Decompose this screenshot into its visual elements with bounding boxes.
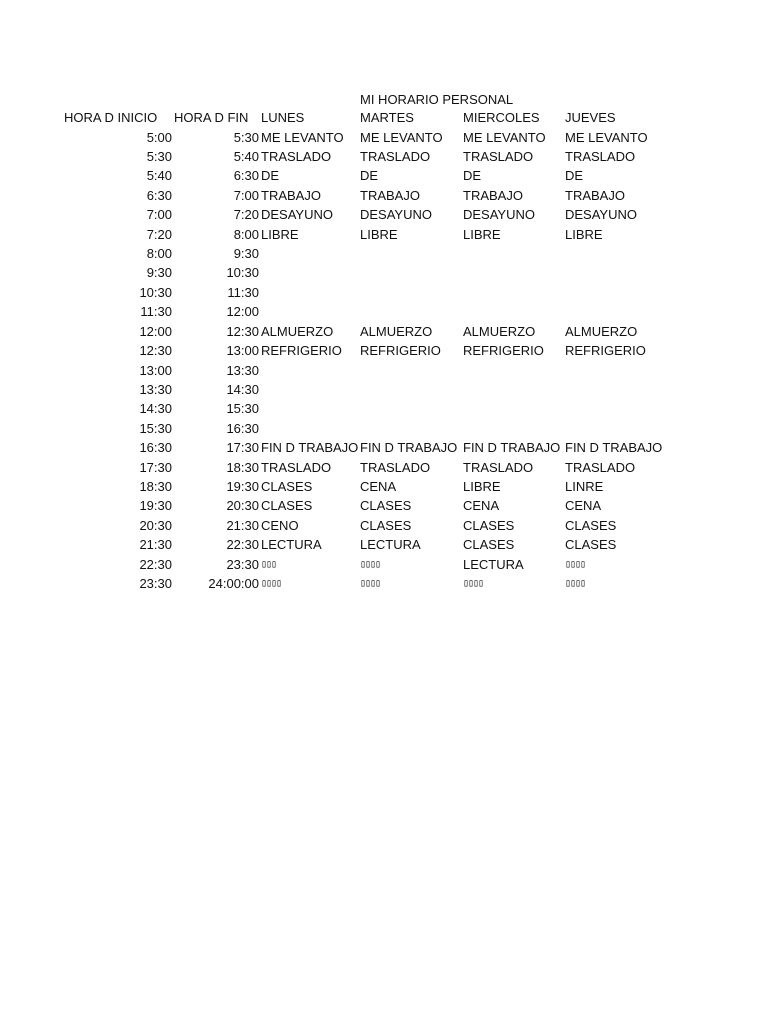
wednesday-cell — [463, 263, 564, 282]
header-tuesday: MARTES — [360, 110, 414, 125]
thursday-cell: ALMUERZO — [565, 323, 638, 339]
tuesday-cell — [360, 283, 462, 302]
wednesday-cell: FIN D TRABAJO — [463, 440, 561, 456]
header-monday: LUNES — [261, 110, 305, 125]
start-time-cell: 16:30 — [139, 440, 172, 456]
wednesday-cell: CLASES — [463, 537, 515, 553]
tuesday-cell — [360, 361, 462, 380]
monday-cell: TRASLADO — [261, 148, 332, 164]
start-time-cell: 19:30 — [139, 498, 172, 514]
table-row — [0, 263, 768, 282]
start-time-cell: 7:20 — [146, 226, 172, 242]
end-time-cell: 19:30 — [226, 479, 259, 495]
end-time-cell: 20:30 — [226, 498, 259, 514]
thursday-cell: REFRIGERIO — [565, 343, 646, 359]
monday-cell: CENO — [261, 517, 299, 533]
table-row — [0, 458, 768, 477]
monday-cell: FIN D TRABAJO — [261, 440, 359, 456]
start-time-cell: 5:00 — [146, 129, 172, 145]
end-time-cell: 12:00 — [226, 304, 259, 320]
end-time-cell: 18:30 — [226, 459, 259, 475]
wednesday-cell — [463, 302, 564, 321]
wednesday-cell: CLASES — [463, 517, 515, 533]
start-time-cell: 15:30 — [139, 420, 172, 436]
table-row — [0, 535, 768, 554]
start-time-cell: 5:30 — [146, 148, 172, 164]
tuesday-cell — [360, 419, 462, 438]
start-time-cell: 10:30 — [139, 284, 172, 300]
thursday-cell — [565, 361, 665, 380]
tuesday-cell: REFRIGERIO — [360, 343, 441, 359]
start-time-cell: 21:30 — [139, 537, 172, 553]
thursday-cell: DESAYUNO — [565, 207, 637, 223]
wednesday-cell: REFRIGERIO — [463, 343, 544, 359]
end-time-cell: 16:30 — [226, 420, 259, 436]
table-row — [0, 205, 768, 224]
wednesday-cell: LIBRE — [463, 226, 501, 242]
thursday-cell — [565, 419, 665, 438]
tuesday-cell: FIN D TRABAJO — [360, 440, 458, 456]
table-row — [0, 225, 768, 244]
table-row — [0, 244, 768, 263]
wednesday-cell: ALMUERZO — [463, 323, 536, 339]
start-time-cell: 9:30 — [146, 265, 172, 281]
end-time-cell: 13:30 — [226, 362, 259, 378]
end-time-cell: 5:40 — [233, 148, 259, 164]
table-row — [0, 399, 768, 418]
table-row — [0, 438, 768, 457]
thursday-cell: ME LEVANTO — [565, 129, 648, 145]
start-time-cell: 18:30 — [139, 479, 172, 495]
header-wednesday: MIERCOLES — [463, 110, 540, 125]
monday-cell: LECTURA — [261, 537, 322, 553]
wednesday-cell — [463, 283, 564, 302]
table-row — [0, 574, 768, 593]
table-row — [0, 419, 768, 438]
end-time-cell: 14:30 — [226, 381, 259, 397]
tuesday-cell: ▯▯▯▯ — [360, 558, 381, 570]
thursday-cell: DE — [565, 168, 584, 184]
thursday-cell: CLASES — [565, 517, 617, 533]
table-row — [0, 555, 768, 574]
thursday-cell: TRASLADO — [565, 459, 636, 475]
tuesday-cell — [360, 244, 462, 263]
end-time-cell: 22:30 — [226, 537, 259, 553]
wednesday-cell — [463, 419, 564, 438]
thursday-cell: ▯▯▯▯ — [565, 578, 586, 590]
start-time-cell: 12:00 — [139, 323, 172, 339]
start-time-cell: 17:30 — [139, 459, 172, 475]
thursday-cell — [565, 283, 665, 302]
end-time-cell: 12:30 — [226, 323, 259, 339]
thursday-cell: TRASLADO — [565, 148, 636, 164]
monday-cell — [261, 283, 359, 302]
end-time-cell: 17:30 — [226, 440, 259, 456]
thursday-cell: ▯▯▯▯ — [565, 558, 586, 570]
wednesday-cell — [463, 380, 564, 399]
thursday-cell — [565, 302, 665, 321]
table-row — [0, 283, 768, 302]
wednesday-cell — [463, 244, 564, 263]
table-row — [0, 128, 768, 147]
wednesday-cell: LECTURA — [463, 556, 524, 572]
wednesday-cell: DESAYUNO — [463, 207, 535, 223]
tuesday-cell: ME LEVANTO — [360, 129, 443, 145]
table-row — [0, 302, 768, 321]
monday-cell: DE — [261, 168, 280, 184]
end-time-cell: 11:30 — [227, 284, 259, 300]
thursday-cell — [565, 244, 665, 263]
monday-cell: CLASES — [261, 498, 313, 514]
end-time-cell: 15:30 — [226, 401, 259, 417]
wednesday-cell: DE — [463, 168, 482, 184]
monday-cell — [261, 361, 359, 380]
table-row — [0, 322, 768, 341]
table-row — [0, 147, 768, 166]
tuesday-cell — [360, 380, 462, 399]
monday-cell: CLASES — [261, 479, 313, 495]
monday-cell — [261, 244, 359, 263]
start-time-cell: 22:30 — [139, 556, 172, 572]
end-time-cell: 7:20 — [233, 207, 259, 223]
monday-cell: ALMUERZO — [261, 323, 334, 339]
monday-cell: TRABAJO — [261, 187, 321, 203]
header-start-time: HORA D INICIO — [64, 110, 158, 125]
wednesday-cell: CENA — [463, 498, 500, 514]
thursday-cell — [565, 399, 665, 418]
table-row — [0, 361, 768, 380]
tuesday-cell — [360, 302, 462, 321]
monday-cell: TRASLADO — [261, 459, 332, 475]
tuesday-cell: LIBRE — [360, 226, 398, 242]
monday-cell — [261, 263, 359, 282]
table-row — [0, 516, 768, 535]
wednesday-cell: TRASLADO — [463, 459, 534, 475]
monday-cell: ▯▯▯ — [261, 558, 277, 570]
monday-cell — [261, 380, 359, 399]
tuesday-cell — [360, 399, 462, 418]
monday-cell: REFRIGERIO — [261, 343, 342, 359]
tuesday-cell: TRABAJO — [360, 187, 420, 203]
thursday-cell: LIBRE — [565, 226, 603, 242]
start-time-cell: 7:00 — [146, 207, 172, 223]
end-time-cell: 7:00 — [233, 187, 259, 203]
tuesday-cell: TRASLADO — [360, 148, 431, 164]
start-time-cell: 8:00 — [146, 246, 172, 262]
table-row — [0, 496, 768, 515]
wednesday-cell — [463, 361, 564, 380]
monday-cell — [261, 419, 359, 438]
wednesday-cell — [463, 399, 564, 418]
wednesday-cell: ME LEVANTO — [463, 129, 546, 145]
table-row — [0, 166, 768, 185]
thursday-cell: FIN D TRABAJO — [565, 440, 663, 456]
start-time-cell: 23:30 — [139, 576, 172, 592]
wednesday-cell: TRASLADO — [463, 148, 534, 164]
tuesday-cell: DESAYUNO — [360, 207, 432, 223]
start-time-cell: 5:40 — [146, 168, 172, 184]
start-time-cell: 13:30 — [139, 381, 172, 397]
start-time-cell: 20:30 — [139, 517, 172, 533]
end-time-cell: 6:30 — [233, 168, 259, 184]
tuesday-cell: CLASES — [360, 517, 412, 533]
monday-cell: LIBRE — [261, 226, 299, 242]
wednesday-cell: ▯▯▯▯ — [463, 578, 484, 590]
schedule-title: MI HORARIO PERSONAL — [360, 92, 514, 107]
header-end-time: HORA D FIN — [174, 110, 249, 125]
end-time-cell: 9:30 — [233, 246, 259, 262]
monday-cell — [261, 399, 359, 418]
tuesday-cell: TRASLADO — [360, 459, 431, 475]
tuesday-cell: ▯▯▯▯ — [360, 578, 381, 590]
start-time-cell: 13:00 — [139, 362, 172, 378]
end-time-cell: 13:00 — [226, 343, 259, 359]
header-thursday: JUEVES — [565, 110, 616, 125]
table-row — [0, 186, 768, 205]
tuesday-cell — [360, 263, 462, 282]
thursday-cell: TRABAJO — [565, 187, 625, 203]
start-time-cell: 11:30 — [140, 304, 172, 320]
thursday-cell: CENA — [565, 498, 602, 514]
table-row — [0, 341, 768, 360]
thursday-cell: LINRE — [565, 479, 604, 495]
thursday-cell — [565, 263, 665, 282]
end-time-cell: 10:30 — [226, 265, 259, 281]
monday-cell: ▯▯▯▯ — [261, 578, 282, 590]
monday-cell: DESAYUNO — [261, 207, 333, 223]
tuesday-cell: LECTURA — [360, 537, 421, 553]
tuesday-cell: CENA — [360, 479, 397, 495]
tuesday-cell: CLASES — [360, 498, 412, 514]
start-time-cell: 14:30 — [139, 401, 172, 417]
tuesday-cell: DE — [360, 168, 379, 184]
end-time-cell: 21:30 — [226, 517, 259, 533]
monday-cell: ME LEVANTO — [261, 129, 344, 145]
tuesday-cell: ALMUERZO — [360, 323, 433, 339]
end-time-cell: 23:30 — [226, 556, 259, 572]
wednesday-cell: LIBRE — [463, 479, 501, 495]
header-row — [0, 108, 768, 127]
end-time-cell: 5:30 — [233, 129, 259, 145]
monday-cell — [261, 302, 359, 321]
table-row — [0, 477, 768, 496]
wednesday-cell: TRABAJO — [463, 187, 523, 203]
end-time-cell: 24:00:00 — [208, 576, 259, 592]
end-time-cell: 8:00 — [233, 226, 259, 242]
thursday-cell: CLASES — [565, 537, 617, 553]
start-time-cell: 6:30 — [146, 187, 172, 203]
table-row — [0, 380, 768, 399]
start-time-cell: 12:30 — [139, 343, 172, 359]
thursday-cell — [565, 380, 665, 399]
